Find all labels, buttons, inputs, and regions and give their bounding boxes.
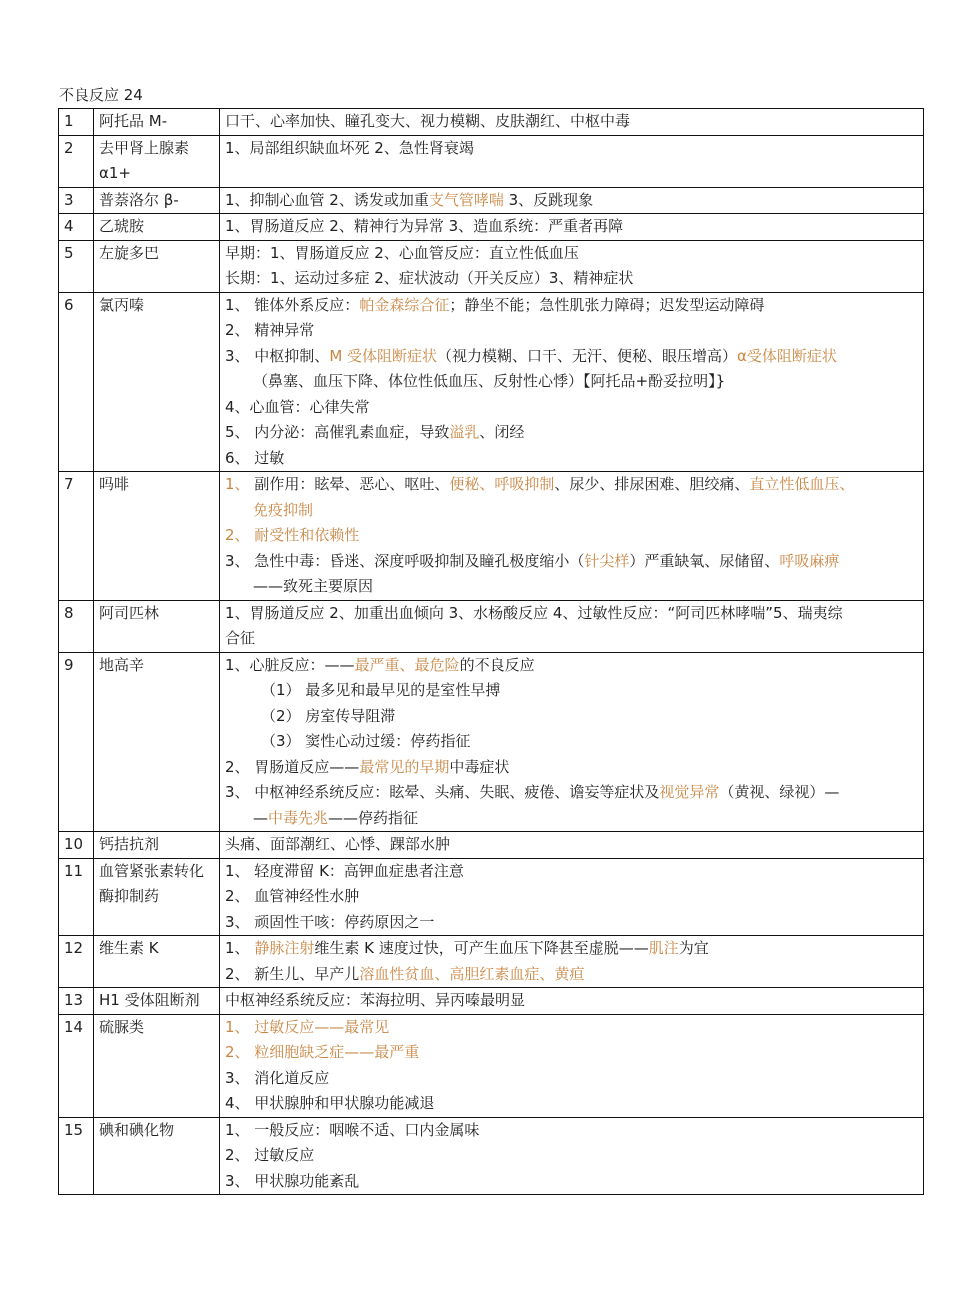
table-row [59,832,924,859]
effect-line [225,188,918,214]
adverse-effects [220,600,924,652]
effect-line [225,344,918,370]
adverse-effects [220,1117,924,1195]
effect-text: 的不良反应 [459,655,535,674]
effect-text: 3、反跳现象 [503,190,594,209]
row-number: 12 [59,936,94,988]
table-row [59,187,924,214]
highlighted-text: 2、 粒细胞缺乏症——最严重 [225,1043,420,1061]
effect-line [225,910,918,936]
effect-text: （1） 最多见和最早见的是室性早搏 [261,681,501,699]
effect-line [225,214,918,240]
row-number: 14 [59,1014,94,1117]
row-number: 1 [59,109,94,136]
row-number: 15 [59,1117,94,1195]
effect-text: 2、 新生儿、早产儿 [225,964,360,983]
effect-text: 5、 内分泌：高催乳素血症，导致 [225,423,450,441]
effect-text: 3、 急性中毒：昏迷、深度呼吸抑制及瞳孔极度缩小（ [225,551,585,570]
highlighted-text: 最严重、最危险 [354,655,460,674]
table-row [59,109,924,136]
adverse-effects [220,109,924,136]
adverse-effects [220,214,924,241]
effect-text: （黄视、绿视）— [719,783,840,801]
effect-line [225,266,918,292]
effect-text: 2、 过敏反应 [225,1146,315,1164]
row-number: 3 [59,187,94,214]
effect-text: 3、 中枢神经系统反应：眩晕、头痛、失眠、疲倦、谵妄等症状及 [225,783,660,801]
highlighted-text: 静脉注射 [254,939,315,957]
drug-name: 氯丙嗪 [94,292,220,472]
drug-name: 血管紧张素转化酶抑制药 [94,858,220,936]
effect-line [225,936,918,962]
highlighted-text: M 受体阻断症状 [329,346,438,365]
row-number: 4 [59,214,94,241]
row-number: 13 [59,988,94,1015]
effect-text: （3） 窦性心动过缓：停药指征 [261,732,471,750]
effect-line [225,241,918,267]
row-number: 5 [59,240,94,292]
highlighted-text: 溶血性贫血、高胆红素血症、黄疸 [359,964,585,983]
adverse-effects [220,292,924,472]
effect-line [225,678,918,704]
document-title: 不良反应 24 [59,86,143,104]
row-number: 9 [59,652,94,832]
highlighted-text: 1、 过敏反应——最常见 [225,1017,390,1036]
highlighted-text: 溢乳 [449,423,480,441]
effect-text: （2） 房室传导阻滞 [261,706,396,725]
effect-line [225,109,918,135]
row-number: 2 [59,135,94,187]
effect-line [225,1015,918,1041]
highlighted-text: 直立性低血压、 [749,475,855,493]
effect-text: （鼻塞、血压下降、体位性低血压、反射性心悸）【阿托品+酚妥拉明】} [253,372,726,390]
highlighted-text: 中毒先兆 [268,808,329,827]
effect-line [225,395,918,421]
effect-line [225,136,918,162]
adverse-effects [220,1014,924,1117]
effect-line [225,859,918,885]
effect-line [225,806,918,832]
drug-name: 钙拮抗剂 [94,832,220,859]
drug-name: 普萘洛尔 β- [94,187,220,214]
drug-name: 地高辛 [94,652,220,832]
table-row [59,240,924,292]
effect-line [225,988,918,1014]
effect-text: 中毒症状 [449,757,510,776]
table-row [59,988,924,1015]
drug-name: 阿托品 M- [94,109,220,136]
effect-text: 1、 轻度滞留 K：高钾血症患者注意 [225,861,464,880]
effect-text: 1、胃肠道反应 2、精神行为异常 3、造血系统：严重者再障 [225,217,624,235]
adverse-effects [220,988,924,1015]
effect-text: 、尿少、排尿困难、胆绞痛、 [554,475,750,493]
drug-name: 碘和碘化物 [94,1117,220,1195]
table-row [59,135,924,187]
effect-text: 3、 顽固性干咳：停药原因之一 [225,912,435,931]
effect-text: 1、胃肠道反应 2、加重出血倾向 3、水杨酸反应 4、过敏性反应：“阿司匹林哮喘”5、瑞夷综 [225,603,843,622]
effect-line [225,472,918,498]
highlighted-text: α受体阻断症状 [737,346,837,365]
effect-text: 3、 中枢抑制、 [225,346,330,365]
table-row [59,600,924,652]
adverse-effects [220,936,924,988]
highlighted-text: 呼吸麻痹 [779,551,840,570]
effect-line [225,729,918,755]
adverse-effects [220,135,924,187]
drug-name: 乙琥胺 [94,214,220,241]
adverse-effects [220,240,924,292]
effect-line [225,601,918,627]
table-row [59,1117,924,1195]
drug-name: 硫脲类 [94,1014,220,1117]
table-row [59,652,924,832]
adverse-reactions-table [58,108,924,1195]
drug-name: 维生素 K [94,936,220,988]
effect-text: 为宜 [678,939,709,957]
row-number: 10 [59,832,94,859]
highlighted-text: 帕金森综合征 [359,295,450,314]
effect-line [225,293,918,319]
effect-text: 1、局部组织缺血坏死 2、急性肾衰竭 [225,138,474,157]
effect-text: — [253,808,268,827]
effect-text: ）严重缺氧、尿储留、 [629,551,780,570]
effect-line [225,1169,918,1195]
effect-line [225,369,918,395]
effect-text: 1、 一般反应：咽喉不适、口内金属味 [225,1120,480,1139]
effect-text: 2、 精神异常 [225,321,315,339]
effect-line [225,704,918,730]
table-row [59,292,924,472]
adverse-effects [220,832,924,859]
drug-name: H1 受体阻断剂 [94,988,220,1015]
effect-text: 早期：1、胃肠道反应 2、心血管反应：直立性低血压 [225,243,579,262]
table-row [59,936,924,988]
row-number: 11 [59,858,94,936]
effect-text: 6、 过敏 [225,448,285,467]
row-number: 7 [59,472,94,601]
table-row [59,214,924,241]
effect-line [225,318,918,344]
effect-text: 、闭经 [479,423,525,441]
effect-text: 3、 甲状腺功能紊乱 [225,1171,360,1190]
drug-name: 左旋多巴 [94,240,220,292]
effect-line [225,1143,918,1169]
row-number: 8 [59,600,94,652]
effect-line [225,962,918,988]
drug-name: 吗啡 [94,472,220,601]
effect-text: 长期：1、运动过多症 2、症状波动（开关反应）3、精神症状 [225,269,634,287]
effect-line [225,755,918,781]
effect-line [225,549,918,575]
effect-text: 4、 甲状腺肿和甲状腺功能减退 [225,1094,435,1112]
effect-line [225,653,918,679]
drug-name: 去甲肾上腺素α1+ [94,135,220,187]
highlighted-text: 支气管哮喘 [428,190,504,209]
effect-line [225,1091,918,1117]
effect-line [225,446,918,472]
effect-line [225,1040,918,1066]
effect-text: 1、抑制心血管 2、诱发或加重 [225,190,429,209]
highlighted-text: 便秘、呼吸抑制 [449,475,555,493]
highlighted-text: 针尖样 [584,551,630,570]
effect-text: ——停药指征 [328,808,419,827]
effect-line [225,1066,918,1092]
highlighted-text: 肌注 [648,939,679,957]
table-row [59,858,924,936]
drug-name: 阿司匹林 [94,600,220,652]
effect-line [225,884,918,910]
effect-text: 1、 锥体外系反应： [225,295,360,314]
effect-line [225,523,918,549]
highlighted-text: 视觉异常 [659,783,720,801]
effect-text: 1、 [225,939,255,957]
effect-text: 4、心血管：心律失常 [225,397,370,416]
highlighted-text: 最常见的早期 [359,757,450,776]
effect-line [225,1118,918,1144]
effect-text: 3、 消化道反应 [225,1068,330,1087]
effect-line [225,420,918,446]
effect-line [225,780,918,806]
effect-text: 2、 胃肠道反应—— [225,757,360,776]
effect-text: 副作用：眩晕、恶心、呕吐、 [249,475,450,493]
effect-line [225,626,918,652]
effect-text: 头痛、面部潮红、心悸、踝部水肿 [225,835,451,853]
row-number: 6 [59,292,94,472]
effect-text: （视力模糊、口干、无汗、便秘、眼压增高） [437,346,738,365]
highlighted-text: 1、 [225,475,250,493]
table-row [59,1014,924,1117]
effect-text: 2、 血管神经性水肿 [225,887,360,905]
effect-text: ；静坐不能；急性肌张力障碍；迟发型运动障碍 [449,295,765,314]
adverse-effects [220,858,924,936]
adverse-effects [220,472,924,601]
highlighted-text: 免疫抑制 [253,500,314,519]
effect-line [225,574,918,600]
table-row [59,472,924,601]
effect-text: 口干、心率加快、瞳孔变大、视力模糊、皮肤潮红、中枢中毒 [225,112,631,130]
adverse-effects [220,652,924,832]
effect-line [225,498,918,524]
effect-text: 合征 [225,629,256,647]
adverse-effects [220,187,924,214]
effect-text: 中枢神经系统反应：苯海拉明、异丙嗪最明显 [225,991,526,1009]
effect-text: 维生素 K 速度过快，可产生血压下降甚至虚脱—— [314,939,649,957]
effect-line [225,832,918,858]
effect-text: 1、心脏反应：—— [225,655,355,674]
highlighted-text: 2、 耐受性和依赖性 [225,526,360,544]
effect-text: ——致死主要原因 [253,577,374,595]
